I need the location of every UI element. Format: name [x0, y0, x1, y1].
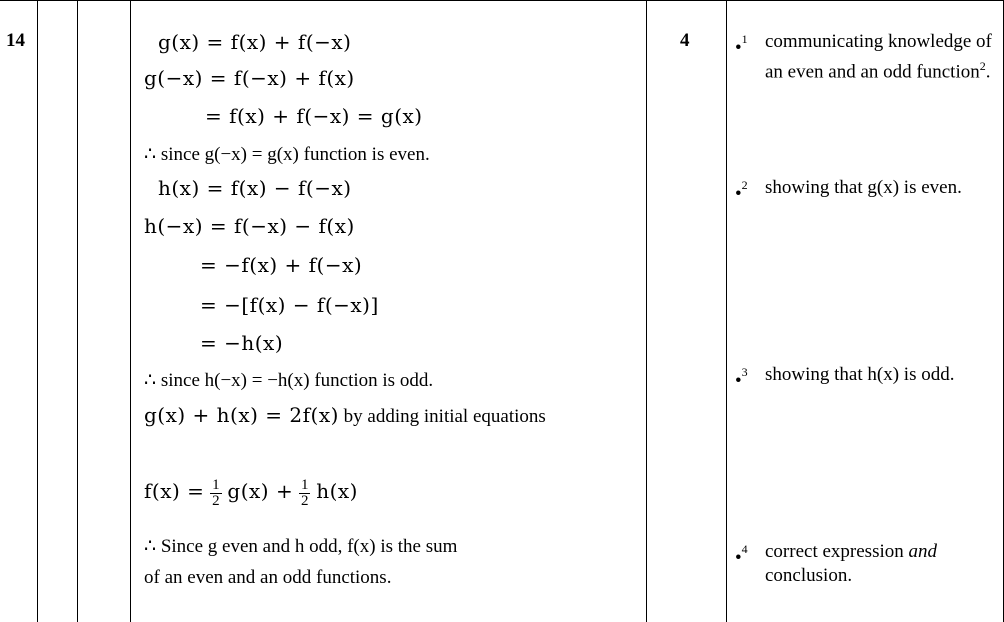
solution-line-7: = −f(x) + f(−x) [200, 253, 363, 277]
criterion-bullet: •$^3$ [735, 365, 748, 392]
criterion-3 [735, 363, 997, 392]
solution-line-8: = −[f(x) − f(−x)] [200, 293, 379, 317]
criterion-text: showing that g(x) is even. [765, 177, 962, 198]
sum-equation: g(x) + h(x) = 2f(x) [144, 403, 339, 427]
f-expression-lhs: f(x) = [144, 478, 205, 503]
solution-line-2: g(−x) = f(−x) + f(x) [144, 66, 355, 90]
half-fraction-2 [299, 478, 311, 509]
criterion-4 [735, 540, 997, 588]
criterion-1 [735, 30, 997, 84]
solution-line-11 [144, 403, 546, 428]
fraction-numerator: 1 [212, 477, 220, 493]
f-expression-h-term: h(x) [316, 478, 358, 503]
solution-line-9: = −h(x) [200, 331, 284, 355]
column-divider-4 [646, 0, 647, 622]
solution-line-1: g(x) = f(x) + f(−x) [158, 30, 352, 54]
fraction-denominator: 2 [300, 493, 309, 509]
fraction-numerator: 1 [300, 477, 309, 493]
solution-line-13: ∴ Since g even and h odd, f(x) is the sum [144, 536, 458, 557]
criterion-bullet: •$^1$ [735, 32, 748, 59]
solution-line-14: of an even and an odd functions. [144, 567, 392, 588]
criterion-text: communicating knowledge of an even and an odd function$^2$. [765, 31, 992, 83]
criterion-bullet: •$^4$ [735, 542, 748, 569]
marks-value: 4 [680, 30, 690, 51]
column-divider-5 [726, 0, 727, 622]
solution-line-12 [144, 478, 358, 509]
criterion-text: correct expression and conclusion. [765, 541, 937, 586]
solution-line-6: h(−x) = f(−x) − f(x) [144, 214, 355, 238]
fraction-denominator: 2 [212, 493, 220, 509]
criterion-2 [735, 176, 997, 205]
criterion-bullet: •$^2$ [735, 178, 748, 205]
sum-equation-note: by adding initial equations [343, 406, 546, 427]
solution-line-10: ∴ since h(−x) = −h(x) function is odd. [144, 370, 434, 391]
criterion-text: showing that h(x) is odd. [765, 364, 955, 385]
solution-line-4: ∴ since g(−x) = g(x) function is even. [144, 144, 430, 165]
f-expression-g-term: g(x) + [227, 478, 294, 503]
half-fraction-1 [210, 478, 222, 509]
question-number: 14 [6, 30, 25, 51]
solution-line-5: h(x) = f(x) − f(−x) [158, 176, 352, 200]
solution-line-3: = f(x) + f(−x) = g(x) [205, 104, 423, 128]
